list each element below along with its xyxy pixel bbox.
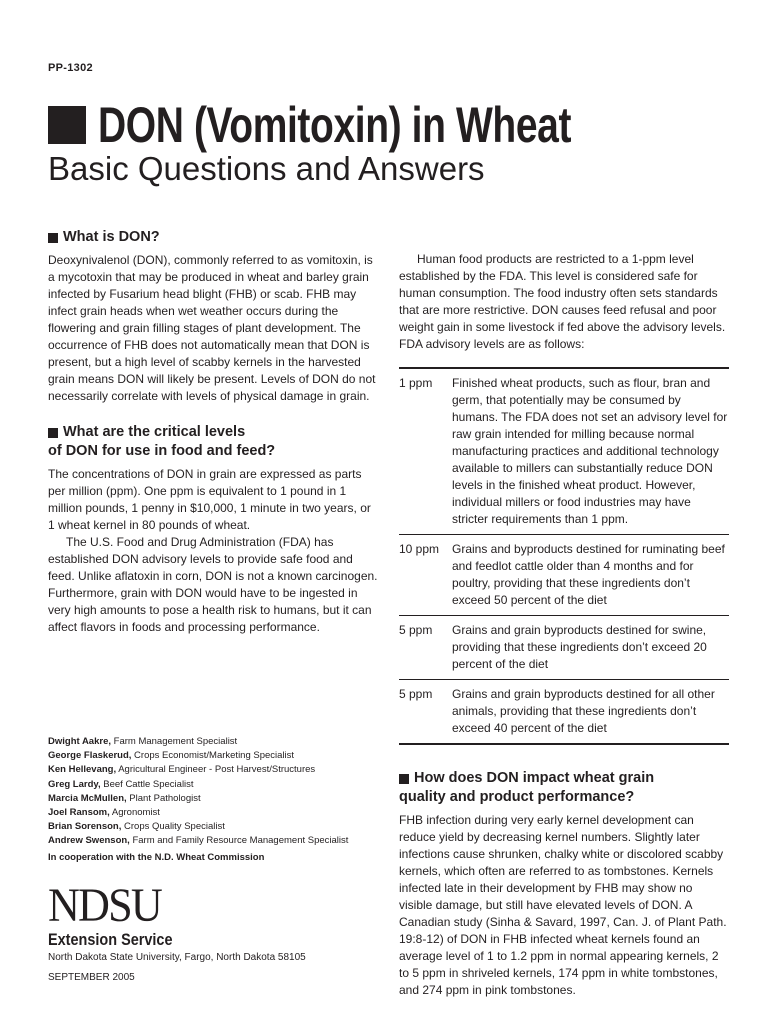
heading-line-2: of DON for use in food and feed? — [48, 443, 276, 459]
advisory-level: 10 ppm — [399, 535, 452, 616]
table-row — [399, 535, 729, 616]
square-bullet-icon — [48, 233, 58, 243]
heading-critical-levels — [48, 423, 378, 461]
heading-text: What is DON? — [63, 229, 160, 245]
ndsu-extension-logo — [48, 879, 194, 950]
author-item: Greg Lardy, Beef Cattle Specialist — [48, 778, 194, 790]
author-item: Marcia McMullen, Plant Pathologist — [48, 792, 201, 804]
right-column — [399, 251, 729, 999]
heading-line-1: How does DON impact wheat grain — [414, 770, 655, 786]
heading-line-2: quality and product performance? — [399, 789, 635, 805]
square-bullet-icon — [399, 774, 409, 784]
human-food-body: Human food products are restricted to a 1-ppm level established by the FDA. This level is considered safe for human consumption. The food industry often sets standards that are more restrictive. DON causes feed refusal and poor weight gain in some livestock if fed above the advisory levels. FDA advisory levels are as follows: — [399, 252, 726, 351]
page-title: DON (Vomitoxin) in Wheat — [98, 97, 572, 153]
title-square-bullet — [48, 106, 86, 144]
author-item: Brian Sorenson, Crops Quality Specialist — [48, 821, 225, 833]
advisory-description: Grains and byproducts destined for ruminating beef and feedlot cattle older than 4 months and for poultry, providing that these ingredients don’t exceed 50 percent of the diet — [452, 535, 729, 616]
advisory-level: 5 ppm — [399, 616, 452, 680]
heading-line-1: What are the critical levels — [63, 424, 246, 440]
advisory-description: Grains and grain byproducts destined for swine, providing that these ingredients don’t exceed 20 percent of the diet — [452, 616, 729, 680]
advisory-level: 5 ppm — [399, 680, 452, 745]
left-column — [48, 228, 378, 636]
logo-wordmark: NDSU — [48, 879, 161, 932]
critical-levels-para-1: The concentrations of DON in grain are expressed as parts per million (ppm). One ppm is equivalent to 1 pound in 1 million pounds, 1 penny in $10,000, 1 minute in two years, or 1 wheat kernel in 80 pounds of wheat. — [48, 467, 371, 532]
what-is-don-body: Deoxynivalenol (DON), commonly referred to as vomitoxin, is a mycotoxin that may be produced in wheat and barley grain infected by Fusarium head blight (FHB) or scab. FHB may infect grain heads when wet weather occurs during the flowering and grain filling stages of plant development. The occurrence of FHB does not automatically mean that DON is present, but a high level of scabby kernels in the harvested grain means DON will likely be present. Levels of DON do not necessarily correlate with levels of physical damage in grain. — [48, 253, 376, 403]
author-item: Joel Ransom, Agronomist — [48, 807, 160, 819]
page-subtitle: Basic Questions and Answers — [48, 150, 485, 187]
table-row — [399, 616, 729, 680]
author-item: George Flaskerud, Crops Economist/Marketing Specialist — [48, 750, 295, 762]
heading-text — [399, 769, 655, 807]
critical-levels-para-2: The U.S. Food and Drug Administration (FDA) has established DON advisory levels to provide safe food and feed. Unlike aflatoxin in corn, DON is not a known carcinogen. Furthermore, grain with DON would have to be ingested in very high amounts to pose a health risk to humans, but it can affect flavors in foods and processing performance. — [48, 535, 378, 634]
table-row — [399, 368, 729, 535]
advisory-description: Grains and grain byproducts destined for all other animals, providing that these ingredients don’t exceed 40 percent of the diet — [452, 680, 729, 745]
logo-subtext: Extension Service — [48, 930, 173, 949]
publication-date: SEPTEMBER 2005 — [48, 972, 135, 983]
author-item: Ken Hellevang, Agricultural Engineer - Post Harvest/Structures — [48, 764, 316, 776]
square-bullet-icon — [48, 428, 58, 438]
author-item: Dwight Aakre, Farm Management Specialist — [48, 736, 238, 747]
advisory-levels-table — [399, 367, 729, 745]
cooperation-note: In cooperation with the N.D. Wheat Commission — [48, 851, 265, 863]
advisory-description: Finished wheat products, such as flour, bran and germ, that potentially may be consumed by humans. The FDA does not set an advisory level for raw grain intended for milling because normal manufacturing practices and additional technology available to millers can substantially reduce DON levels in the finished wheat product. However, individual millers or food industries may have stricter requirements than 1 ppm. — [452, 376, 728, 526]
heading-impact — [399, 769, 729, 807]
author-list — [48, 735, 388, 865]
heading-text — [48, 423, 276, 461]
university-address: North Dakota State University, Fargo, North Dakota 58105 — [48, 952, 306, 963]
advisory-level: 1 ppm — [399, 376, 433, 390]
table-row — [399, 680, 729, 745]
title-row — [48, 96, 704, 154]
author-item: Andrew Swenson, Farm and Family Resource Management Specialist — [48, 835, 349, 847]
heading-what-is-don — [48, 228, 378, 247]
impact-body: FHB infection during very early kernel development can reduce yield by decreasing kernel numbers. Slightly later infections cause shrunken, chalky white or discolored scabby kernels, which often are referred to as tombstones. Kernels infected late in their development by FHB may show no visible damage, but still have elevated levels of DON. A Canadian study (Sinha & Savard, 1997, Can. J. of Plant Path. 19:8-12) of DON in FHB infected wheat kernels found an average level of 1 to 1.2 ppm in normal appearing kernels, 2 to 5 ppm in shriveled kernels, 174 ppm in white tombstones, and 274 ppm in pink tombstones. — [399, 813, 727, 997]
publication-number: PP-1302 — [48, 62, 93, 74]
